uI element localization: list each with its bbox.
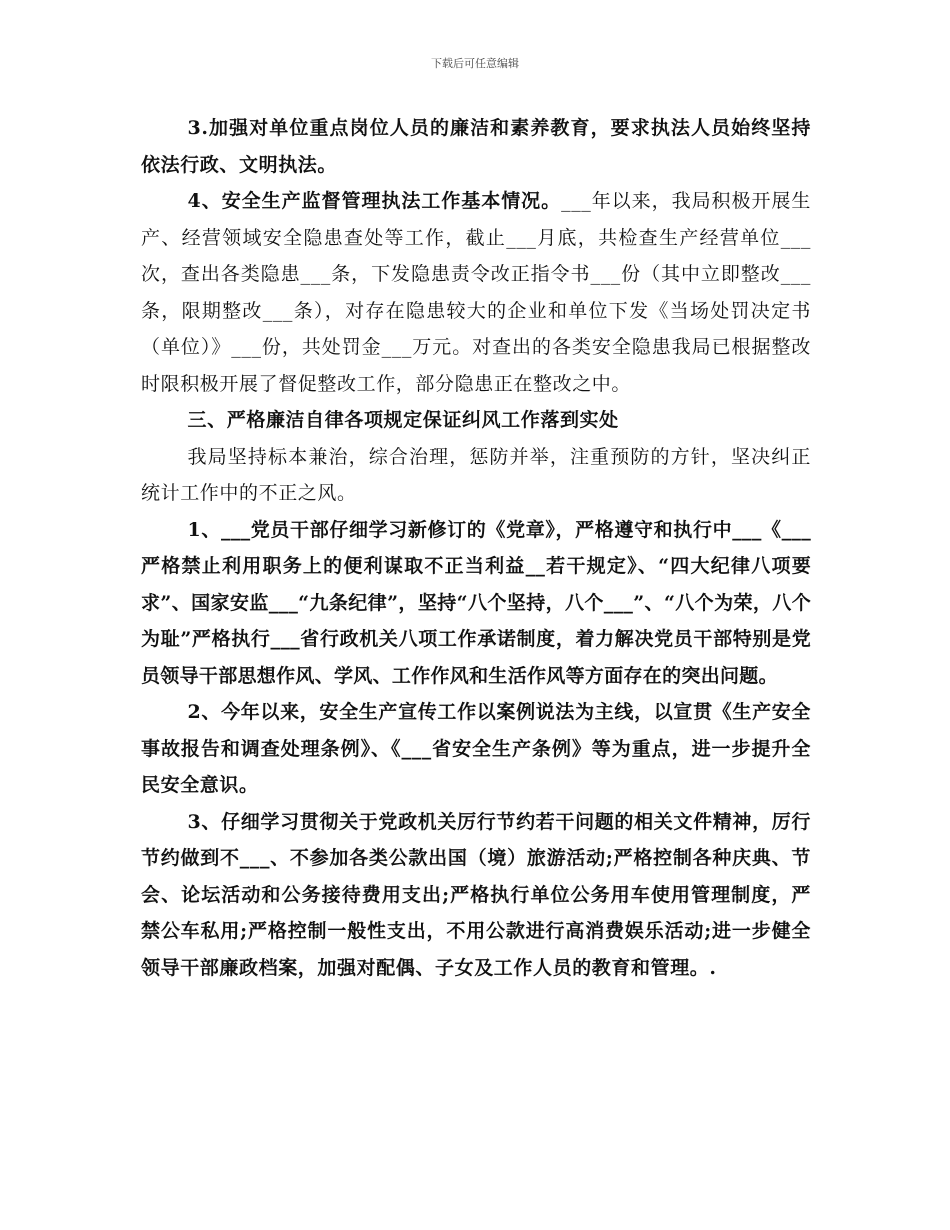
page-header: 下载后可任意编辑 — [431, 57, 519, 70]
document-body — [141, 110, 811, 986]
paragraph-item-3: 3、仔细学习贯彻关于党政机关厉行节约若干问题的相关文件精神，厉行节约做到不___、不参加各类公款出国（境）旅游活动;严格控制各种庆典、节会、论坛活动和公务接待费用支出;严格执行单位公务用车使用管理制度，严禁公车私用;严格控制一般性支出，不用公款进行高消费娱乐活动;进一步健全领导干部廉政档案，加强对配偶、子女及工作人员的教育和管理。. — [141, 810, 811, 979]
paragraph-item-2: 2、今年以来，安全生产宣传工作以案例说法为主线，以宣贯《生产安全事故报告和调查处理条例》、《___省安全生产条例》等为重点，进一步提升全民安全意识。 — [141, 701, 811, 796]
paragraph-lead: 4、安全生产监督管理执法工作基本情况。 — [187, 190, 562, 212]
paragraph-education: 3.加强对单位重点岗位人员的廉洁和素养教育，要求执法人员始终坚持依法行政、文明执法。 — [141, 117, 811, 176]
paragraph-body: ___年以来，我局积极开展生产、经营领域安全隐患查处等工作，截止___月底，共检查生产经营单位___次，查出各类隐患___条，下发隐患责令改正指令书___份（其中立即整改___条，限期整改___条），对存在隐患较大的企业和单位下发《当场处罚决定书（单位）》___份，共处罚金___万元。对查出的各类安全隐患我局已根据整改时限积极开展了督促整改工作，部分隐患正在整改之中。 — [141, 190, 811, 395]
paragraph-enforcement-status — [141, 183, 811, 402]
paragraph-policy: 我局坚持标本兼治，综合治理，惩防并举，注重预防的方针，坚决纠正统计工作中的不正之风。 — [141, 445, 811, 504]
paragraph-item-1: 1、___党员干部仔细学习新修订的《党章》，严格遵守和执行中___《___严格禁止利用职务上的便利谋取不正当利益__若干规定》、“四大纪律八项要求”、国家安监___“九条纪律”，坚持“八个坚持，八个___”、“八个为荣，八个为耻”严格执行___省行政机关八项工作承诺制度，着力解决党员干部特别是党员领导干部思想作风、学风、工作作风和生活作风等方面存在的突出问题。 — [141, 518, 811, 687]
section-heading-3: 三、严格廉洁自律各项规定保证纠风工作落到实处 — [187, 409, 619, 431]
